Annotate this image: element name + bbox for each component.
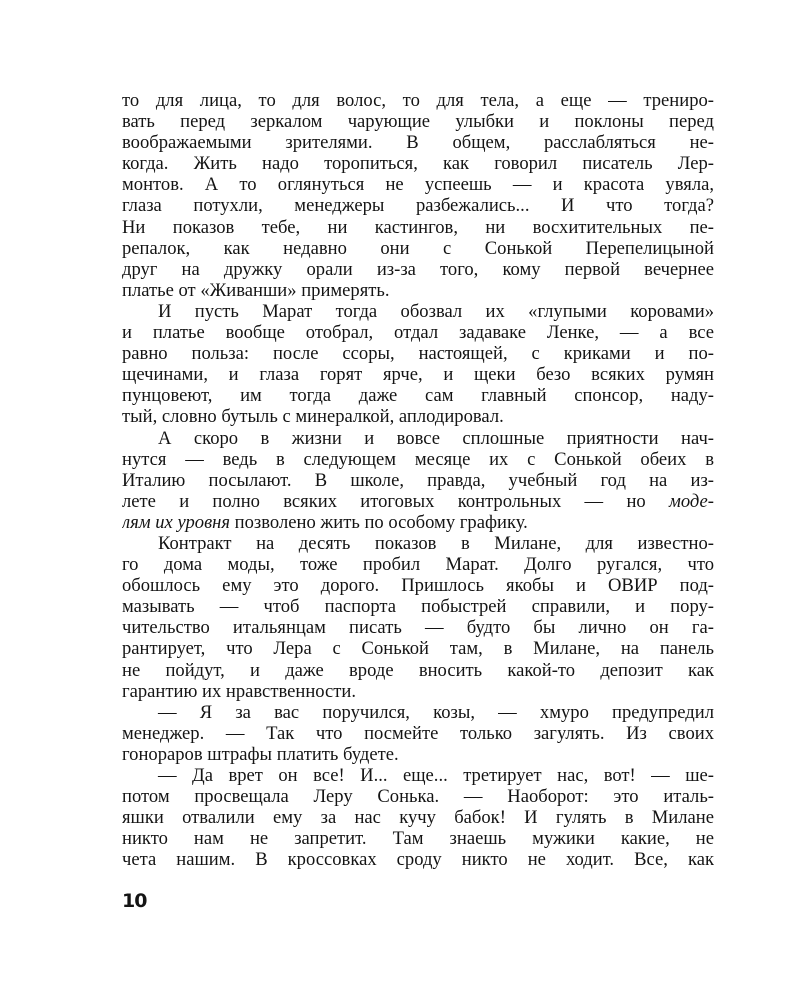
text-line: Контракт на десять показов в Милане, для известно- <box>158 532 714 554</box>
text-line: воображаемыми зрителями. В общем, расслабляться не- <box>122 132 714 154</box>
text-line: Италию посылают. В школе, правда, учебный год на из- <box>122 469 714 491</box>
text-line: вать перед зеркалом чарующие улыбки и поклоны перед <box>122 111 714 133</box>
body-text <box>122 90 714 870</box>
text-line: Ни показов тебе, ни кастингов, ни восхитительных пе- <box>122 216 714 238</box>
text-line: пунцовеют, им тогда даже сам главный спонсор, наду- <box>122 385 714 407</box>
text-line: потом просвещала Леру Сонька. — Наоборот: это италь- <box>122 786 714 808</box>
text-line: глаза потухли, менеджеры разбежались... И что тогда? <box>122 195 714 217</box>
text-line: И пусть Марат тогда обозвал их «глупыми коровами» <box>158 300 714 322</box>
text-line: мазывать — чтоб паспорта побыстрей справили, и пору- <box>122 596 714 618</box>
text-line: нутся — ведь в следующем месяце их с Сонькой обеих в <box>122 448 714 470</box>
text-line: А скоро в жизни и вовсе сплошные приятности нач- <box>158 427 714 449</box>
text-line: гонораров штрафы платить будете. <box>122 743 399 765</box>
italic-segment: лям их уровня <box>122 511 231 533</box>
text-line: яшки отвалили ему за нас кучу бабок! И гулять в Милане <box>122 807 714 829</box>
text-line: монтов. А то оглянуться не успеешь — и красота увяла, <box>122 174 714 196</box>
text-segment: позволено жить по особому графику. <box>234 511 528 533</box>
text-line: то для лица, то для волос, то для тела, а еще — трениро- <box>122 90 714 111</box>
text-line <box>122 512 714 533</box>
page-number: 10 <box>122 890 147 912</box>
text-line: гарантию их нравственности. <box>122 680 357 702</box>
text-line: менеджер. — Так что посмейте только загулять. Из своих <box>122 722 714 744</box>
text-line: когда. Жить надо торопиться, как говорил писатель Лер- <box>122 153 714 175</box>
text-line: обошлось ему это дорого. Пришлось якобы и ОВИР под- <box>122 575 714 597</box>
text-line: равно польза: после ссоры, настоящей, с криками и по- <box>122 343 714 365</box>
text-line: не пойдут, и даже вроде вносить какой-то депозит как <box>122 659 714 681</box>
text-line: и платье вообще отобрал, отдал задаваке Ленке, — а все <box>122 322 714 344</box>
text-line: — Да врет он все! И... еще... третирует нас, вот! — ше- <box>158 765 714 786</box>
text-line: — Я за вас поручился, козы, — хмуро предупредил <box>158 701 714 723</box>
text-line <box>122 491 714 512</box>
text-line: чета нашим. В кроссовках сроду никто не ходит. Все, как <box>122 849 714 871</box>
text-line: репалок, как недавно они с Сонькой Перепелицыной <box>122 237 714 259</box>
text-line: никто нам не запретит. Там знаешь мужики какие, не <box>122 828 714 850</box>
text-line: го дома моды, тоже пробил Марат. Долго ругался, что <box>122 554 714 576</box>
italic-segment: моде- <box>669 490 714 512</box>
text-line: щечинами, и глаза горят ярче, и щеки безо всяких румян <box>122 364 714 386</box>
text-line: чительство итальянцам писать — будто бы лично он га- <box>122 617 714 639</box>
text-line: друг на дружку орали из-за того, кому первой вечернее <box>122 258 714 280</box>
text-line: рантирует, что Лера с Сонькой там, в Милане, на панель <box>122 638 714 660</box>
text-line: тый, словно бутыль с минералкой, аплодировал. <box>122 406 504 428</box>
text-line: платье от «Живанши» примерять. <box>122 279 390 301</box>
text-segment: лете и полно всяких итоговых контрольных — но <box>122 490 646 512</box>
